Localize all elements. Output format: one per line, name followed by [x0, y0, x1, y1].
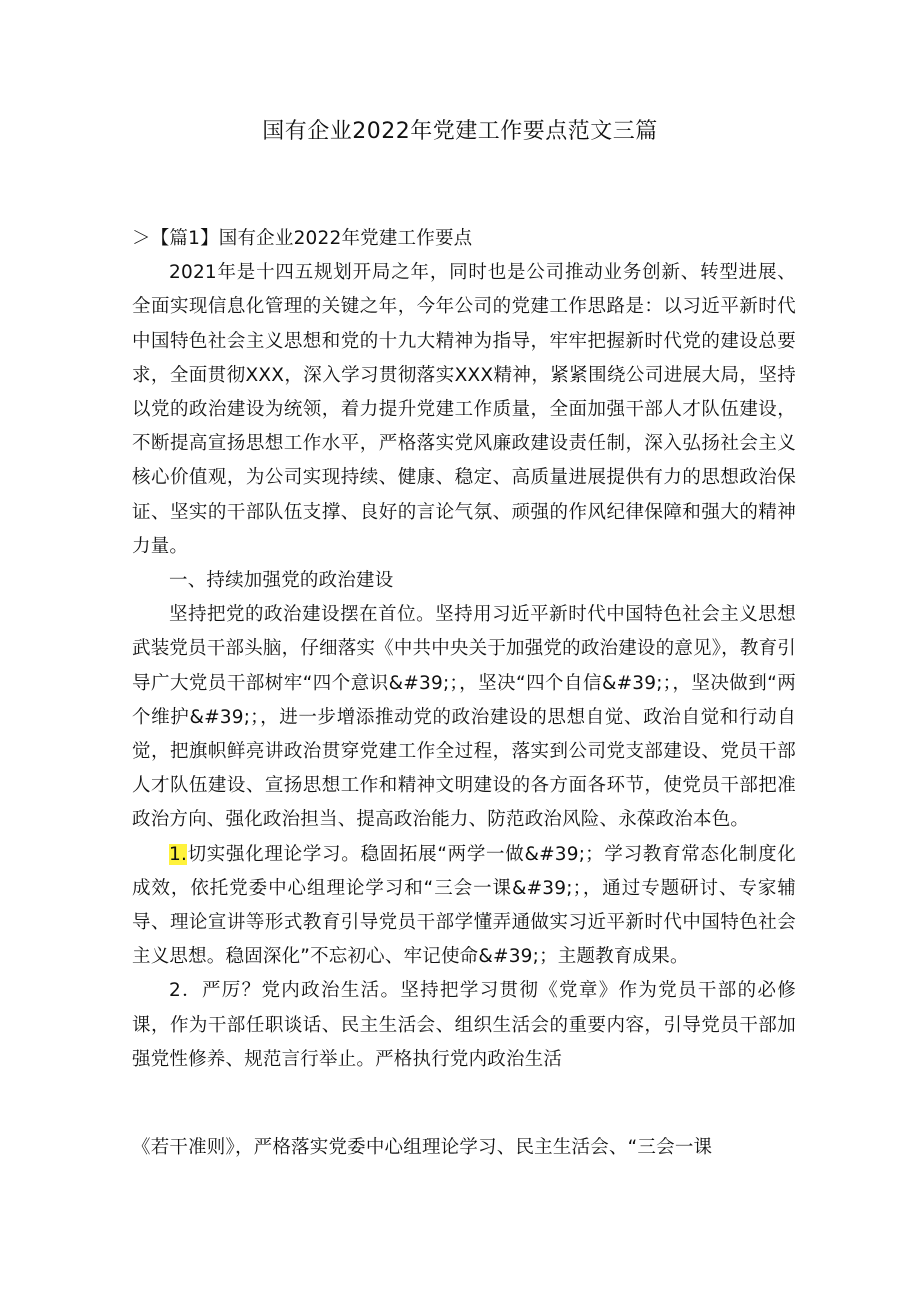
- item-two-paragraph: 2．严厉？党内政治生活。坚持把学习贯彻《党章》作为党员干部的必修课，作为干部任职谈话、民主生活会、组织生活会的重要内容，引导党员干部加强党性修养、规范言行举止。严格执行党内政治生活: [132, 980, 796, 1070]
- item-one-number-highlight: 1.: [169, 843, 188, 865]
- document-body: [132, 222, 796, 1077]
- item-one-text: 切实强化理论学习。稳固拓展“两学一做&#39;；学习教育常态化制度化成效，依托党委中心组理论学习和“三会一课&#39;；，通过专题研讨、专家辅导、理论宣讲等形式教育引导党员干部学懂弄通做实习近平新时代中国特色社会主义思想。稳固深化”不忘初心、牢记使命&#39;；主题教育成果。: [132, 843, 796, 968]
- point-one-heading: 一、持续加强党的政治建设: [169, 570, 394, 592]
- section-heading: ＞【篇1】国有企业2022年党建工作要点: [132, 228, 473, 249]
- document-title: 国有企业2022年党建工作要点范文三篇: [262, 119, 658, 144]
- point-one-paragraph: 坚持把党的政治建设摆在首位。坚持用习近平新时代中国特色社会主义思想武装党员干部头脑，仔细落实《中共中央关于加强党的政治建设的意见》，教育引导广大党员干部树牢“四个意识&#39;；，坚决“四个自信&#39;；，坚决做到“两个维护&#39;；，进一步增添推动党的政治建设的思想自觉、政治自觉和行动自觉，把旗帜鲜亮讲政治贯穿党建工作全过程，落实到公司党支部建设、党员干部人才队伍建设、宣扬思想工作和精神文明建设的各方面各环节，使党员干部把准政治方向、强化政治担当、提高政治能力、防范政治风险、永葆政治本色。: [132, 604, 796, 831]
- trailing-line: 《若干准则》，严格落实党委中心组理论学习、民主生活会、“三会一课: [132, 1137, 713, 1158]
- item-one-paragraph: [132, 838, 796, 975]
- intro-paragraph: 2021年是十四五规划开局之年，同时也是公司推动业务创新、转型进展、全面实现信息化管理的关键之年，今年公司的党建工作思路是：以习近平新时代中国特色社会主义思想和党的十九大精神为指导，牢牢把握新时代党的建设总要求，全面贯彻XXX，深入学习贯彻落实XXX精神，紧紧围绕公司进展大局，坚持以党的政治建设为统领，着力提升党建工作质量，全面加强干部人才队伍建设，不断提高宣扬思想工作水平，严格落实党风廉政建设责任制，深入弘扬社会主义核心价值观，为公司实现持续、健康、稳定、高质量进展提供有力的思想政治保证、坚实的干部队伍支撑、良好的言论气氛、顽强的作风纪律保障和强大的精神力量。: [132, 262, 796, 557]
